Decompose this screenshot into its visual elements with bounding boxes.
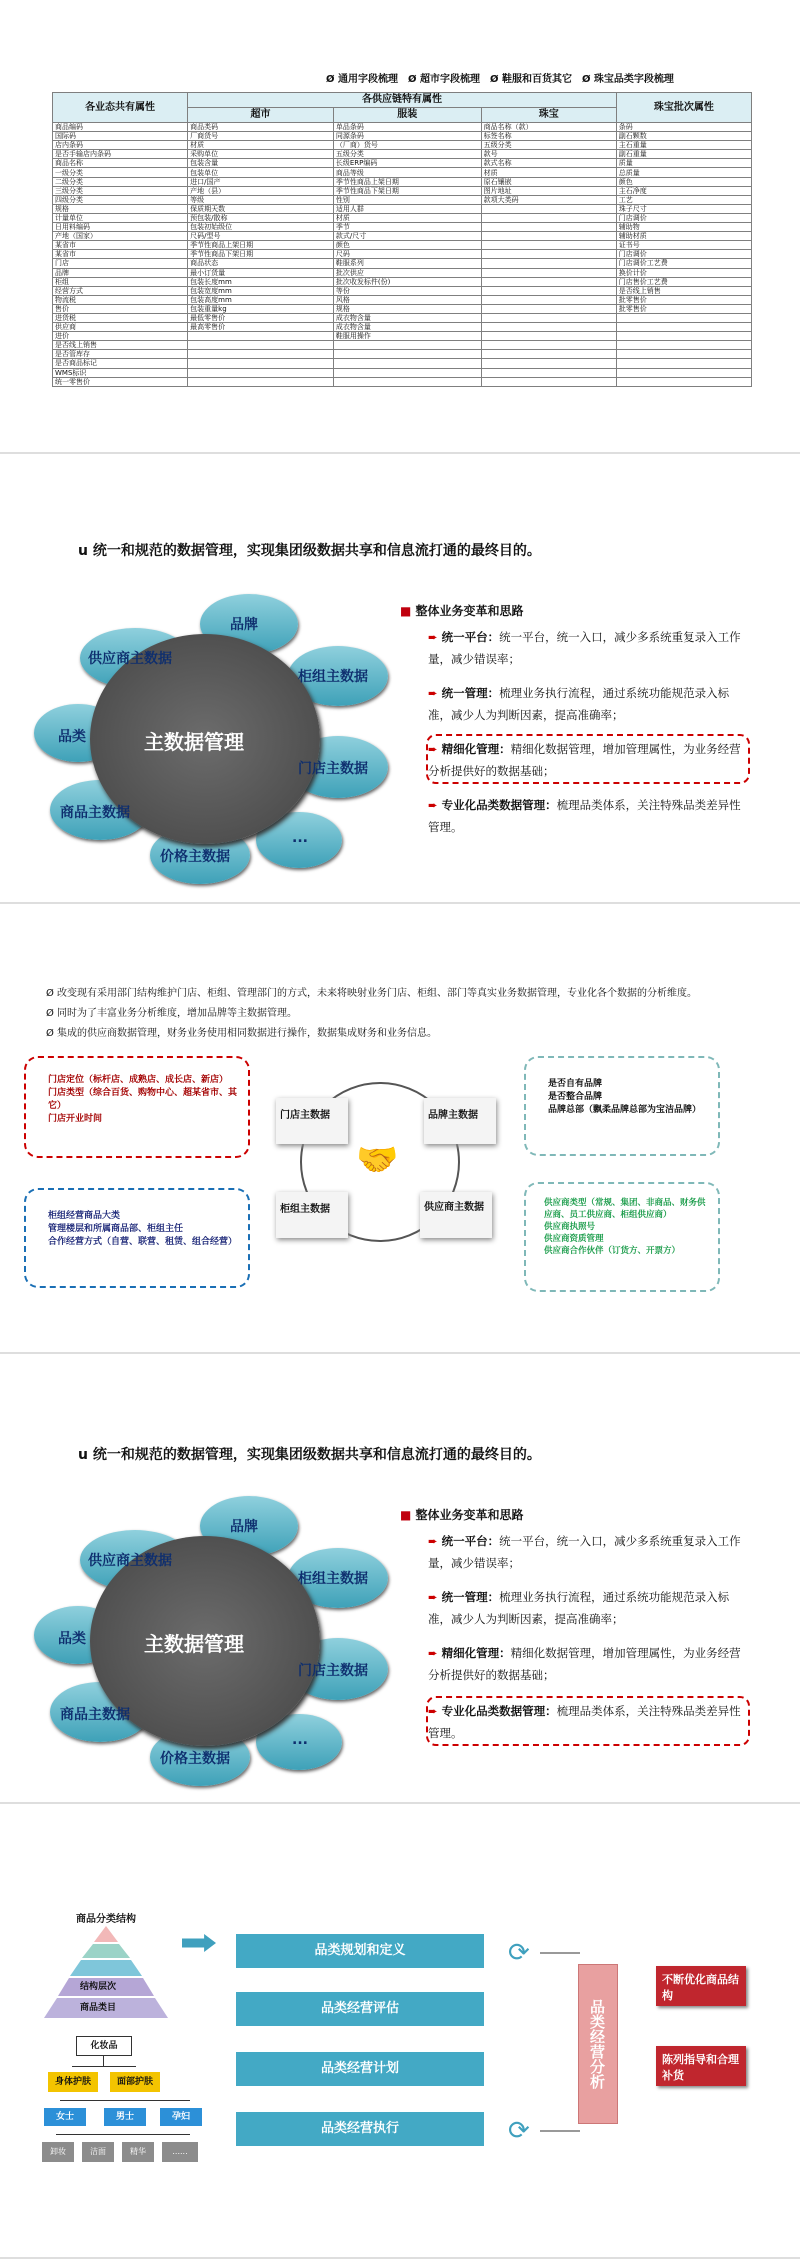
table-cell: 等级	[188, 195, 334, 204]
table-cell: 是否线上销售	[53, 341, 188, 350]
table-cell	[481, 332, 616, 341]
tree-node: 身体护肤	[48, 2072, 98, 2092]
step-box: 品类经营评估	[236, 1992, 484, 2026]
table-cell: 材质	[481, 168, 616, 177]
tree-line	[103, 2056, 104, 2066]
list-item: 供应商合作伙伴（订货方、开票方）	[544, 1246, 681, 1256]
table-row	[53, 286, 752, 295]
table-cell	[481, 232, 616, 241]
bullet-list	[46, 984, 766, 1044]
table-cell: 款式名称	[481, 159, 616, 168]
handshake-icon: 🤝	[356, 1140, 399, 1180]
table-row	[53, 204, 752, 213]
table-row	[53, 141, 752, 150]
table-cell: 最高零售价	[188, 323, 334, 332]
slide-headline: u 统一和规范的数据管理，实现集团级数据共享和信息流打通的最终目的。	[78, 543, 541, 559]
table-cell	[188, 368, 334, 377]
table-row	[53, 377, 752, 386]
bullet-item: Ø 集成的供应商数据管理，财务业务使用相同数据进行操作，数据集成财务和业务信息。	[46, 1028, 438, 1039]
table-cell: 珠子尺寸	[616, 204, 751, 213]
table-cell	[616, 350, 751, 359]
table-cell: 工艺	[616, 195, 751, 204]
table-cell: 季节性商品上架日期	[188, 241, 334, 250]
table-cell: 柜组	[53, 277, 188, 286]
petal-label: 商品主数据	[60, 1707, 130, 1723]
table-cell: 门店售价工艺费	[616, 277, 751, 286]
table-cell	[616, 341, 751, 350]
table-cell: 包装初始级位	[188, 223, 334, 232]
table-cell: 款项大类码	[481, 195, 616, 204]
table-cell	[616, 359, 751, 368]
table-row	[53, 313, 752, 322]
attribute-table	[52, 92, 752, 387]
arrow-icon: ➨	[428, 742, 438, 756]
table-cell: 四级分类	[53, 195, 188, 204]
table-cell: 颜色	[333, 241, 481, 250]
table-cell	[188, 359, 334, 368]
slide-field-table	[0, 0, 800, 452]
table-cell: 质量	[616, 159, 751, 168]
table-cell: 尺码/型号	[188, 232, 334, 241]
list-item: 门店开业时间	[48, 1114, 103, 1124]
point-item: ➨ 统一平台：统一平台，统一入口，减少多系统重复录入工作量，减少错误率；	[428, 1534, 741, 1570]
table-cell: 最小订货量	[188, 268, 334, 277]
right-arrow-icon	[182, 1934, 216, 1952]
table-cell: 鞋服用操作	[333, 332, 481, 341]
table-cell: 是否管库存	[53, 350, 188, 359]
table-cell: 产地（国家）	[53, 232, 188, 241]
table-cell: 物流税	[53, 295, 188, 304]
table-cell: 尺码	[333, 250, 481, 259]
petal-label: 柜组主数据	[298, 669, 368, 685]
petal-label: 价格主数据	[160, 849, 230, 865]
table-cell: 商品名称	[53, 159, 188, 168]
table-row	[53, 368, 752, 377]
table-row	[53, 132, 752, 141]
table-cell: 季节性商品下架日期	[333, 186, 481, 195]
table-row	[53, 213, 752, 222]
table-cell: 二级分类	[53, 177, 188, 186]
arrow-icon: ➨	[428, 1646, 438, 1660]
table-cell: 换价计价	[616, 268, 751, 277]
point-item: ➨ 统一管理：梳理业务执行流程，通过系统功能规范录入标准，减少人为判断因素，提高准确率；	[428, 1590, 730, 1626]
bullet-item: Ø 改变现有采用部门结构维护门店、柜组、管理部门的方式，未来将映射业务门店、柜组、部门等真实业务数据管理，专业化各个数据的分析维度。	[46, 988, 698, 999]
tree-root: 化妆品	[76, 2036, 132, 2056]
table-cell: 是否商品标记	[53, 359, 188, 368]
point-item: ➨ 精细化管理：精细化数据管理，增加管理属性，为业务经营分析提供好的数据基础；	[428, 1646, 741, 1682]
table-row	[53, 223, 752, 232]
bracket-line	[540, 1952, 580, 1954]
header-jewelry: 珠宝	[481, 108, 616, 123]
petal-label: 品牌	[230, 617, 258, 633]
tree-leaf: 精华	[122, 2142, 154, 2162]
center-label: 主数据管理	[144, 730, 244, 754]
step-box: 品类规划和定义	[236, 1934, 484, 1968]
legend-item: Ø 珠宝品类字段梳理	[581, 74, 674, 85]
table-cell: 五级分类	[333, 150, 481, 159]
table-row	[53, 168, 752, 177]
table-cell	[616, 332, 751, 341]
table-cell	[481, 213, 616, 222]
table-cell: 鞋服系列	[333, 259, 481, 268]
ribbon: 不断优化商品结构	[656, 1966, 746, 2006]
list-item: 供应商类型（常规、集团、非商品、财务供应商、员工供应商、柜组供应商）	[544, 1198, 706, 1220]
point-item: ➨ 专业化品类数据管理：梳理品类体系，关注特殊品类差异性管理。	[428, 798, 741, 834]
step-box: 品类经营计划	[236, 2052, 484, 2086]
table-cell	[481, 313, 616, 322]
table-row	[53, 195, 752, 204]
table-cell	[333, 341, 481, 350]
table-cell: 材质	[188, 141, 334, 150]
table-cell	[481, 259, 616, 268]
table-row	[53, 323, 752, 332]
table-row	[53, 332, 752, 341]
legend-item: Ø 鞋服和百货其它	[489, 74, 572, 85]
table-cell: 单品条码	[333, 123, 481, 132]
table-cell	[188, 350, 334, 359]
table-cell: 一级分类	[53, 168, 188, 177]
table-cell: 商品状态	[188, 259, 334, 268]
table-cell: 原石镶嵌	[481, 177, 616, 186]
master-data-diagram	[20, 1496, 380, 1776]
table-cell: 副石颗数	[616, 132, 751, 141]
table-cell: 三级分类	[53, 186, 188, 195]
table-row	[53, 341, 752, 350]
tree-node: 孕妇	[160, 2108, 202, 2126]
table-cell: 包装高度mm	[188, 295, 334, 304]
list-item: 门店定位（标杆店、成熟店、成长店、新店）	[48, 1075, 229, 1085]
bracket-line	[540, 2130, 580, 2132]
table-cell	[616, 323, 751, 332]
table-cell: 主石净度	[616, 186, 751, 195]
table-cell	[333, 350, 481, 359]
table-cell	[481, 350, 616, 359]
table-cell: 图片地址	[481, 186, 616, 195]
table-cell: 门店	[53, 259, 188, 268]
table-cell: 售价	[53, 304, 188, 313]
petal-label: 柜组主数据	[298, 1571, 368, 1587]
table-cell: 经营方式	[53, 286, 188, 295]
table-cell: （厂商）货号	[333, 141, 481, 150]
store-attrs-box	[24, 1056, 250, 1158]
table-cell: 标签名称	[481, 132, 616, 141]
table-cell: 总质量	[616, 168, 751, 177]
legend-item: Ø 通用字段梳理	[326, 74, 398, 85]
bullet-item: Ø 同时为了丰富业务分析维度，增加品牌等主数据管理。	[46, 1008, 298, 1019]
table-cell: 批零售价	[616, 295, 751, 304]
table-cell: 款号	[481, 150, 616, 159]
table-cell: 季节性商品下架日期	[188, 250, 334, 259]
petal-label: 商品主数据	[60, 805, 130, 821]
header-common: 各业态共有属性	[53, 93, 188, 123]
square-bullet-icon: ■	[400, 1508, 416, 1522]
table-cell	[616, 377, 751, 386]
tree-line	[56, 2134, 190, 2135]
node-store: 门店主数据	[276, 1098, 348, 1144]
table-row	[53, 350, 752, 359]
tree-line	[60, 2100, 190, 2101]
arrow-icon: ➨	[428, 1704, 438, 1718]
petal-label: ...	[292, 830, 308, 846]
header-batch: 珠宝批次属性	[616, 93, 751, 123]
center-label: 主数据管理	[144, 1632, 244, 1656]
petal-label: ...	[292, 1732, 308, 1748]
table-cell	[188, 341, 334, 350]
table-row	[53, 304, 752, 313]
slide-master-data-a	[0, 454, 800, 902]
table-cell	[616, 313, 751, 322]
section-title: ■ 整体业务变革和思路	[400, 1508, 524, 1522]
table-cell: 成衣物含量	[333, 323, 481, 332]
table-row	[53, 177, 752, 186]
table-cell: 条码	[616, 123, 751, 132]
slide-integration	[0, 904, 800, 1352]
table-row	[53, 268, 752, 277]
table-cell: 品牌	[53, 268, 188, 277]
table-cell	[481, 368, 616, 377]
table-cell: WMS标识	[53, 368, 188, 377]
table-cell: 预包装/散称	[188, 213, 334, 222]
petal-label: 品牌	[230, 1519, 258, 1535]
header-supermarket: 超市	[188, 108, 334, 123]
table-cell: 产地（县）	[188, 186, 334, 195]
node-counter: 柜组主数据	[276, 1192, 348, 1238]
petal-label: 品类	[58, 729, 86, 745]
table-cell: 统一零售价	[53, 377, 188, 386]
step-box: 品类经营执行	[236, 2112, 484, 2146]
petal-label: 价格主数据	[160, 1751, 230, 1767]
table-cell: 规格	[53, 204, 188, 213]
list-item: 合作经营方式（自营、联营、租赁、组合经营）	[48, 1237, 238, 1247]
tree-node: 女士	[44, 2108, 86, 2126]
table-cell: 进口/国产	[188, 177, 334, 186]
tree-leaf: 卸妆	[42, 2142, 74, 2162]
table-cell: 门店调价	[616, 213, 751, 222]
point-item: ➨ 专业化品类数据管理：梳理品类体系，关注特殊品类差异性管理。	[428, 1704, 741, 1740]
tree-node: 面部护肤	[110, 2072, 160, 2092]
table-cell: 季节	[333, 223, 481, 232]
table-cell	[188, 332, 334, 341]
table-cell: 计量单位	[53, 213, 188, 222]
table-cell	[481, 277, 616, 286]
table-cell: 商品类码	[188, 123, 334, 132]
table-cell: 证书号	[616, 241, 751, 250]
table-cell: 辅助材质	[616, 232, 751, 241]
list-item: 供应商资质管理	[544, 1234, 604, 1244]
table-cell: 成衣物含量	[333, 313, 481, 322]
table-body	[53, 123, 752, 387]
list-item: 柜组经营商品大类	[48, 1211, 121, 1221]
list-item: 管理楼层和所属商品部、柜组主任	[48, 1224, 184, 1234]
arrow-icon: ➨	[428, 1590, 438, 1604]
table-cell: 包装宽度mm	[188, 286, 334, 295]
table-cell: 是否手输店内条码	[53, 150, 188, 159]
category-structure-title: 商品分类结构	[76, 1914, 136, 1925]
petal-label: 门店主数据	[298, 1663, 368, 1679]
table-cell	[481, 204, 616, 213]
table-cell: 供应商	[53, 323, 188, 332]
table-cell	[333, 368, 481, 377]
counter-attrs-box	[24, 1188, 250, 1288]
table-cell	[481, 304, 616, 313]
slide-category-management	[0, 1804, 800, 2257]
table-row	[53, 259, 752, 268]
supplier-attrs-box	[524, 1182, 720, 1292]
table-cell: 颜色	[616, 177, 751, 186]
petal-label: 品类	[58, 1631, 86, 1647]
node-supplier: 供应商主数据	[420, 1192, 492, 1238]
table-row	[53, 186, 752, 195]
table-cell: 规格	[333, 304, 481, 313]
arrow-icon: ➨	[428, 686, 438, 700]
point-item: ➨ 统一管理：梳理业务执行流程，通过系统功能规范录入标准，减少人为判断因素，提高准确率；	[428, 686, 730, 722]
table-cell	[481, 250, 616, 259]
table-row	[53, 359, 752, 368]
table-cell: 门店调价	[616, 250, 751, 259]
table-cell: 五级分类	[481, 141, 616, 150]
table-cell	[481, 268, 616, 277]
table-cell: 同源条码	[333, 132, 481, 141]
petal-label: 供应商主数据	[88, 651, 172, 667]
arrow-icon: ➨	[428, 798, 438, 812]
table-cell: 是否线上销售	[616, 286, 751, 295]
list-item: 是否整合品牌	[548, 1092, 603, 1102]
cycle-arrow-icon: ⟳	[508, 1938, 530, 1968]
slide-headline: u 统一和规范的数据管理，实现集团级数据共享和信息流打通的最终目的。	[78, 1447, 541, 1463]
table-cell: 进货税	[53, 313, 188, 322]
table-row	[53, 250, 752, 259]
tree-line	[72, 2066, 136, 2067]
legend-item: Ø 超市字段梳理	[407, 74, 480, 85]
table-cell: 国际码	[53, 132, 188, 141]
table-cell: 最低零售价	[188, 313, 334, 322]
table-cell	[333, 377, 481, 386]
table-cell	[481, 377, 616, 386]
table-cell: 店内条码	[53, 141, 188, 150]
table-cell: 适用人群	[333, 204, 481, 213]
table-cell: 商品等级	[333, 168, 481, 177]
arrow-icon: ➨	[428, 1534, 438, 1548]
point-item: ➨ 统一平台：统一平台，统一入口，减少多系统重复录入工作量，减少错误率；	[428, 630, 741, 666]
tree-node: 男士	[104, 2108, 146, 2126]
table-cell	[481, 241, 616, 250]
table-row	[53, 159, 752, 168]
table-cell: 材质	[333, 213, 481, 222]
table-cell: 风格	[333, 295, 481, 304]
table-cell	[616, 368, 751, 377]
table-cell: 批零售价	[616, 304, 751, 313]
table-cell: 包装重量kg	[188, 304, 334, 313]
table-cell	[481, 286, 616, 295]
table-cell: 商品名称（款）	[481, 123, 616, 132]
ribbon: 陈列指导和合理补货	[656, 2046, 746, 2086]
list-item: 品牌总部（飘柔品牌总部为宝洁品牌）	[548, 1105, 702, 1115]
table-cell: 包装含量	[188, 159, 334, 168]
table-cell: 采购单位	[188, 150, 334, 159]
table-cell: 某省市	[53, 250, 188, 259]
table-row	[53, 232, 752, 241]
pyramid-label: 结构层次	[80, 1982, 117, 1992]
table-cell	[481, 341, 616, 350]
master-data-diagram	[20, 594, 380, 874]
table-cell: 辅助物	[616, 223, 751, 232]
table-cell: 进价	[53, 332, 188, 341]
table-cell: 保质期天数	[188, 204, 334, 213]
table-row	[53, 150, 752, 159]
tree-leaf: 洁面	[82, 2142, 114, 2162]
list-item: 是否自有品牌	[548, 1079, 603, 1089]
petal-label: 门店主数据	[298, 761, 368, 777]
table-cell: 批次收发标件(份)	[333, 277, 481, 286]
pyramid-label: 商品类目	[80, 2003, 117, 2013]
legend-row	[326, 70, 674, 85]
table-cell	[481, 323, 616, 332]
list-item: 门店类型（综合百货、购物中心、超某省市、其它）	[48, 1088, 238, 1111]
node-brand: 品牌主数据	[424, 1098, 496, 1144]
table-cell: 厂商货号	[188, 132, 334, 141]
table-cell: 款式/尺寸	[333, 232, 481, 241]
list-item: 供应商执照号	[544, 1222, 596, 1232]
table-cell	[481, 223, 616, 232]
slide-master-data-b	[0, 1354, 800, 1802]
petal-label: 供应商主数据	[88, 1553, 172, 1569]
table-cell: 批次供应	[333, 268, 481, 277]
analysis-box: 品类经营分析	[578, 1964, 618, 2124]
table-cell	[333, 359, 481, 368]
cycle-arrow-icon: ⟳	[508, 2116, 530, 2146]
table-cell: 某省市	[53, 241, 188, 250]
square-bullet-icon: ■	[400, 604, 416, 618]
table-cell: 主石重量	[616, 141, 751, 150]
table-row	[53, 277, 752, 286]
header-apparel: 服装	[333, 108, 481, 123]
table-cell: 门店调价工艺费	[616, 259, 751, 268]
table-cell: 副石重量	[616, 150, 751, 159]
table-cell: 日用料编码	[53, 223, 188, 232]
table-cell: 长级ERP编码	[333, 159, 481, 168]
table-cell	[481, 295, 616, 304]
table-cell: 包装长度mm	[188, 277, 334, 286]
table-row	[53, 295, 752, 304]
table-row	[53, 123, 752, 132]
table-row	[53, 241, 752, 250]
brand-attrs-box	[524, 1056, 720, 1156]
table-cell: 商品编码	[53, 123, 188, 132]
header-specific: 各供应链特有属性	[188, 93, 617, 108]
table-cell: 性别	[333, 195, 481, 204]
point-item: ➨ 精细化管理：精细化数据管理，增加管理属性，为业务经营分析提供好的数据基础；	[428, 742, 741, 778]
section-title: ■ 整体业务变革和思路	[400, 604, 524, 618]
table-cell: 包装单位	[188, 168, 334, 177]
table-cell: 等份	[333, 286, 481, 295]
table-cell	[188, 377, 334, 386]
table-cell: 季节性商品上架日期	[333, 177, 481, 186]
tree-leaf: ......	[162, 2142, 198, 2162]
table-cell	[481, 359, 616, 368]
arrow-icon: ➨	[428, 630, 438, 644]
